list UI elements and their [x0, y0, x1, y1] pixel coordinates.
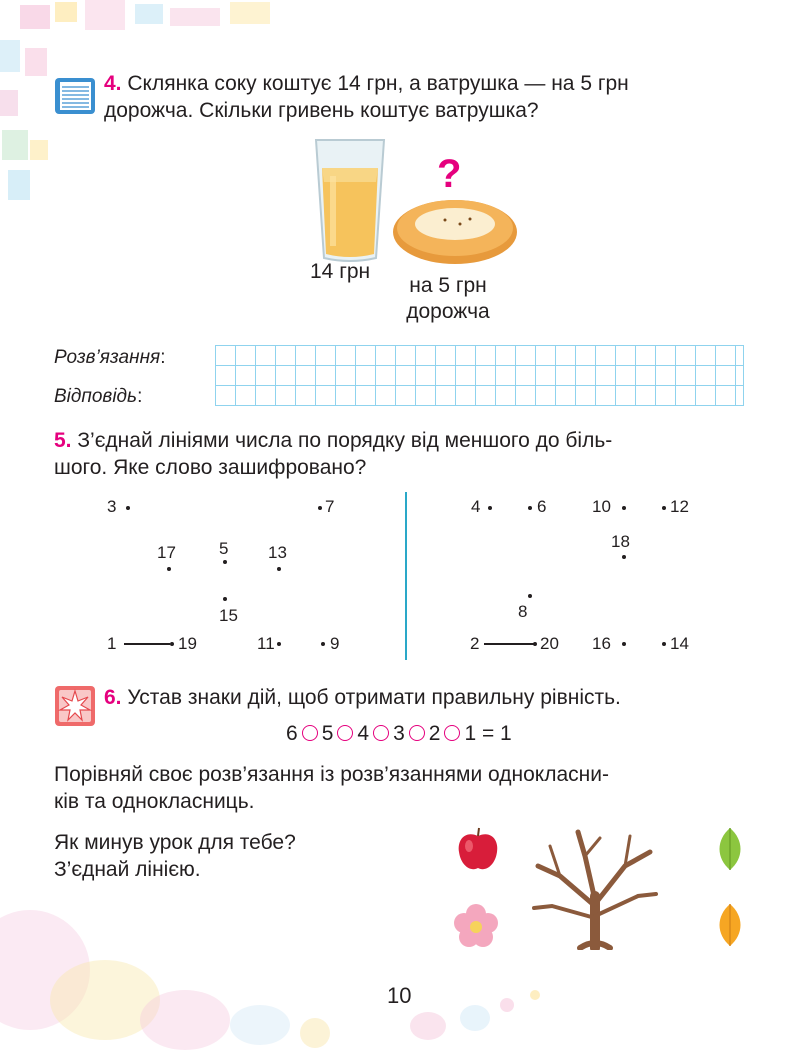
apple-icon[interactable] — [455, 826, 501, 874]
pastry-label-line2: дорожча — [406, 300, 490, 323]
flower-icon[interactable] — [452, 903, 500, 949]
reflection-text — [54, 829, 394, 883]
vatrushka-image — [390, 194, 520, 266]
connecting-line — [124, 643, 170, 645]
operator-slot[interactable] — [444, 725, 460, 741]
task6-line: Устав знаки дій, щоб отримати правильну рівність. — [127, 686, 621, 709]
page-number: 10 — [387, 983, 412, 1008]
dot-label: 20 — [540, 634, 559, 653]
task5-line1: З’єднай лініями числа по порядку від меншого до біль- — [77, 429, 613, 452]
tree-icon[interactable] — [530, 826, 660, 950]
dot — [223, 597, 227, 601]
equation-term: 3 — [393, 722, 405, 745]
star-icon — [54, 685, 96, 727]
dot-label: 14 — [670, 634, 689, 653]
dot-label: 12 — [670, 497, 689, 516]
divider-line — [405, 492, 407, 660]
equation-term: 5 — [321, 722, 334, 745]
dot-label: 18 — [611, 532, 630, 551]
operator-slot[interactable] — [409, 725, 425, 741]
dot — [167, 567, 171, 571]
dot-label: 7 — [325, 497, 335, 516]
dot-label: 15 — [219, 606, 238, 625]
dot — [488, 506, 492, 510]
answer-label: Відповідь: — [54, 386, 143, 407]
equation-term: 4 — [357, 722, 370, 745]
question-mark: ? — [437, 152, 462, 196]
dot — [223, 560, 227, 564]
compare-line2: ків та однокласниць. — [54, 790, 255, 813]
dot-label: 6 — [537, 497, 547, 516]
dot-label: 5 — [219, 539, 229, 558]
dot-label: 2 — [470, 634, 480, 653]
dot-label: 10 — [592, 497, 611, 516]
dot-label: 11 — [257, 634, 275, 653]
dot-label: 16 — [592, 634, 611, 653]
pastry-label-line1: на 5 грн — [409, 274, 487, 297]
dot-label: 3 — [107, 497, 117, 516]
dot — [170, 642, 174, 646]
dot — [533, 642, 537, 646]
task4-line2: дорожча. Скільки гривень коштує ватрушка? — [104, 99, 539, 122]
answer-grid[interactable] — [215, 345, 744, 406]
dot — [622, 642, 626, 646]
orange-leaf-icon[interactable] — [714, 902, 746, 948]
notebook-icon — [54, 77, 96, 115]
operator-slot[interactable] — [302, 725, 318, 741]
task5-number: 5. — [54, 429, 72, 452]
dot-label: 4 — [471, 497, 481, 516]
pastry-label — [398, 273, 498, 325]
solution-label: Розв’язання: — [54, 347, 166, 368]
reflection-line2: З’єднай лінією. — [54, 858, 201, 881]
task5-text — [54, 427, 754, 481]
dot-label: 19 — [178, 634, 197, 653]
equation-term: 1 = 1 — [464, 722, 512, 745]
dot — [528, 594, 532, 598]
dot — [321, 642, 325, 646]
task6-number: 6. — [104, 686, 122, 709]
operator-slot[interactable] — [337, 725, 353, 741]
dot — [126, 506, 130, 510]
task6-text — [104, 684, 764, 711]
connecting-line — [484, 643, 534, 645]
equation — [286, 720, 512, 748]
task4-number: 4. — [104, 72, 122, 95]
dot — [662, 642, 666, 646]
compare-text — [54, 761, 754, 815]
dot — [277, 567, 281, 571]
dot-label: 17 — [157, 543, 176, 562]
dot-label: 9 — [330, 634, 340, 653]
green-leaf-icon[interactable] — [714, 826, 746, 872]
dot — [662, 506, 666, 510]
dot-label: 13 — [268, 543, 287, 562]
dot — [622, 506, 626, 510]
equation-term: 6 — [286, 722, 298, 745]
dot — [528, 506, 532, 510]
task5-line2: шого. Яке слово зашифровано? — [54, 456, 367, 479]
operator-slot[interactable] — [373, 725, 389, 741]
compare-line1: Порівняй своє розв’язання із розв’язаннями однокласни- — [54, 763, 609, 786]
task4-text — [104, 70, 764, 124]
dot-label: 8 — [518, 602, 528, 621]
dot — [277, 642, 281, 646]
juice-price-label: 14 грн — [310, 260, 371, 283]
dot — [318, 506, 322, 510]
reflection-line1: Як минув урок для тебе? — [54, 831, 296, 854]
task4-line1: Склянка соку коштує 14 грн, а ватрушка — на 5 грн — [127, 72, 629, 95]
dot — [622, 555, 626, 559]
equation-term: 2 — [428, 722, 441, 745]
dot-label: 1 — [107, 634, 117, 653]
juice-glass-image — [310, 136, 390, 266]
